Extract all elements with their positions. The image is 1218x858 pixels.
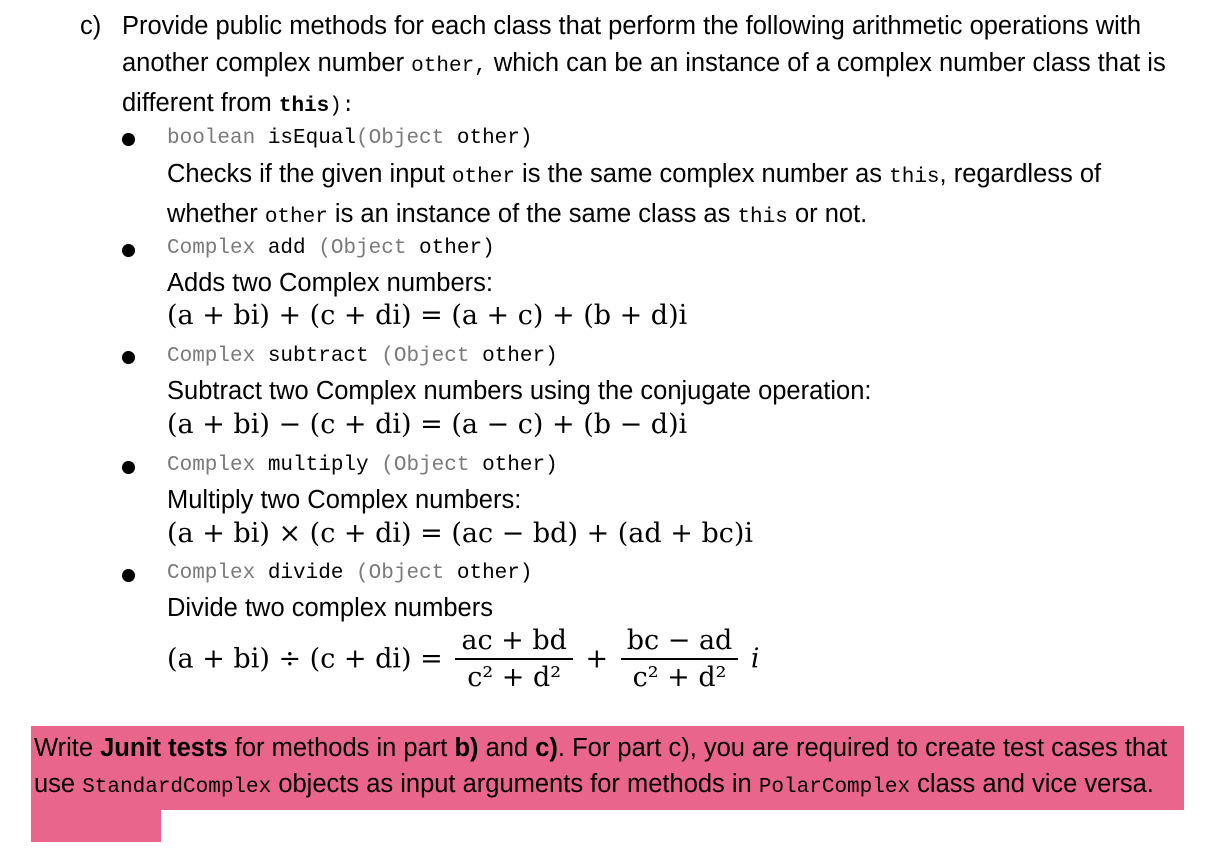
sig-type: Complex — [167, 454, 256, 477]
frac-denominator: c² + d² — [467, 662, 562, 693]
equation-multiply: (a + bi) × (c + di) = (ac − bd) + (ad + bc)i — [167, 518, 754, 549]
sig-param-type: (Object — [318, 237, 407, 260]
sig-param-type: (Object — [381, 345, 470, 368]
method-description-isequal — [167, 156, 1177, 236]
sig-param-name: other) — [406, 237, 495, 260]
fraction-real — [455, 625, 573, 693]
note-text: Write — [34, 734, 101, 762]
equation-divide — [167, 625, 760, 693]
method-description-multiply: Multiply two Complex numbers: — [167, 486, 522, 514]
equation-subtract: (a + bi) − (c + di) = (a − c) + (b − d)i — [167, 409, 688, 440]
imaginary-unit: i — [750, 643, 760, 675]
note-text: class and vice versa. — [910, 770, 1154, 798]
bullet-icon — [122, 351, 135, 364]
desc-text: is the same complex number as — [514, 160, 890, 188]
note-text: . For part c), you are required to create test cases that use — [34, 734, 1168, 798]
note-text: and — [478, 734, 536, 762]
code-standardcomplex: StandardComplex — [82, 776, 272, 799]
plus-sign: + — [585, 643, 609, 675]
bullet-icon — [122, 569, 135, 582]
desc-text: Checks if the given input — [167, 160, 452, 188]
intro-text — [122, 8, 1190, 125]
item-label: c) — [80, 12, 102, 40]
method-description-subtract: Subtract two Complex numbers using the conjugate operation: — [167, 377, 872, 405]
frac-numerator: bc − ad — [621, 625, 739, 660]
method-signature-isequal — [167, 127, 532, 150]
sig-type: Complex — [167, 345, 256, 368]
highlight-background-tail — [31, 806, 161, 842]
intro-line3: ): — [329, 95, 355, 118]
sig-name: multiply — [255, 454, 382, 477]
code-other: other — [264, 206, 328, 229]
sig-type: Complex — [167, 562, 256, 585]
method-signature-add — [167, 237, 495, 260]
code-this: this — [278, 95, 330, 118]
note-bold: b) — [454, 734, 479, 762]
sig-param-type: (Object — [356, 127, 445, 150]
note-text: objects as input arguments for methods in — [271, 770, 759, 798]
intro-line2: which can be an instance of a complex number class that is different from — [122, 49, 1166, 117]
method-description-add: Adds two Complex numbers: — [167, 269, 493, 297]
desc-text: is an instance of the same class as — [327, 200, 738, 228]
method-description-divide: Divide two complex numbers — [167, 594, 493, 622]
sig-type: boolean — [167, 127, 256, 150]
code-this: this — [737, 206, 788, 229]
method-signature-divide — [167, 562, 532, 585]
sig-name: isEqual — [255, 127, 357, 150]
desc-text: or not. — [787, 200, 868, 228]
sig-name: subtract — [255, 345, 382, 368]
sig-param-name: other) — [469, 345, 558, 368]
code-polarcomplex: PolarComplex — [758, 776, 911, 799]
sig-param-name: other) — [469, 454, 558, 477]
junit-note — [34, 730, 1184, 806]
sig-param-name: other) — [444, 562, 533, 585]
bullet-icon — [122, 133, 135, 146]
bullet-icon — [122, 244, 135, 257]
note-text: for methods in part — [227, 734, 455, 762]
frac-denominator: c² + d² — [632, 662, 727, 693]
method-signature-multiply — [167, 454, 558, 477]
frac-numerator: ac + bd — [455, 625, 573, 660]
code-other: other — [451, 166, 515, 189]
sig-name: add — [255, 237, 319, 260]
intro-line1: Provide public methods for each class that perform the following arithmetic operations with another complex number — [122, 12, 1142, 77]
note-bold: c) — [535, 734, 558, 762]
desc-text: , regardless of whether — [167, 160, 1102, 228]
note-bold: Junit tests — [100, 734, 228, 762]
sig-type: Complex — [167, 237, 256, 260]
equation-add: (a + bi) + (c + di) = (a + c) + (b + d)i — [167, 300, 688, 331]
fraction-imag — [621, 625, 739, 693]
code-other: other, — [411, 55, 487, 78]
sig-param-name: other) — [444, 127, 533, 150]
sig-param-type: (Object — [381, 454, 470, 477]
code-this: this — [889, 166, 940, 189]
bullet-icon — [122, 461, 135, 474]
sig-param-type: (Object — [356, 562, 445, 585]
sig-name: divide — [255, 562, 357, 585]
intro-paragraph — [80, 8, 1190, 125]
eq-left: (a + bi) ÷ (c + di) = — [167, 643, 443, 675]
method-signature-subtract — [167, 345, 558, 368]
